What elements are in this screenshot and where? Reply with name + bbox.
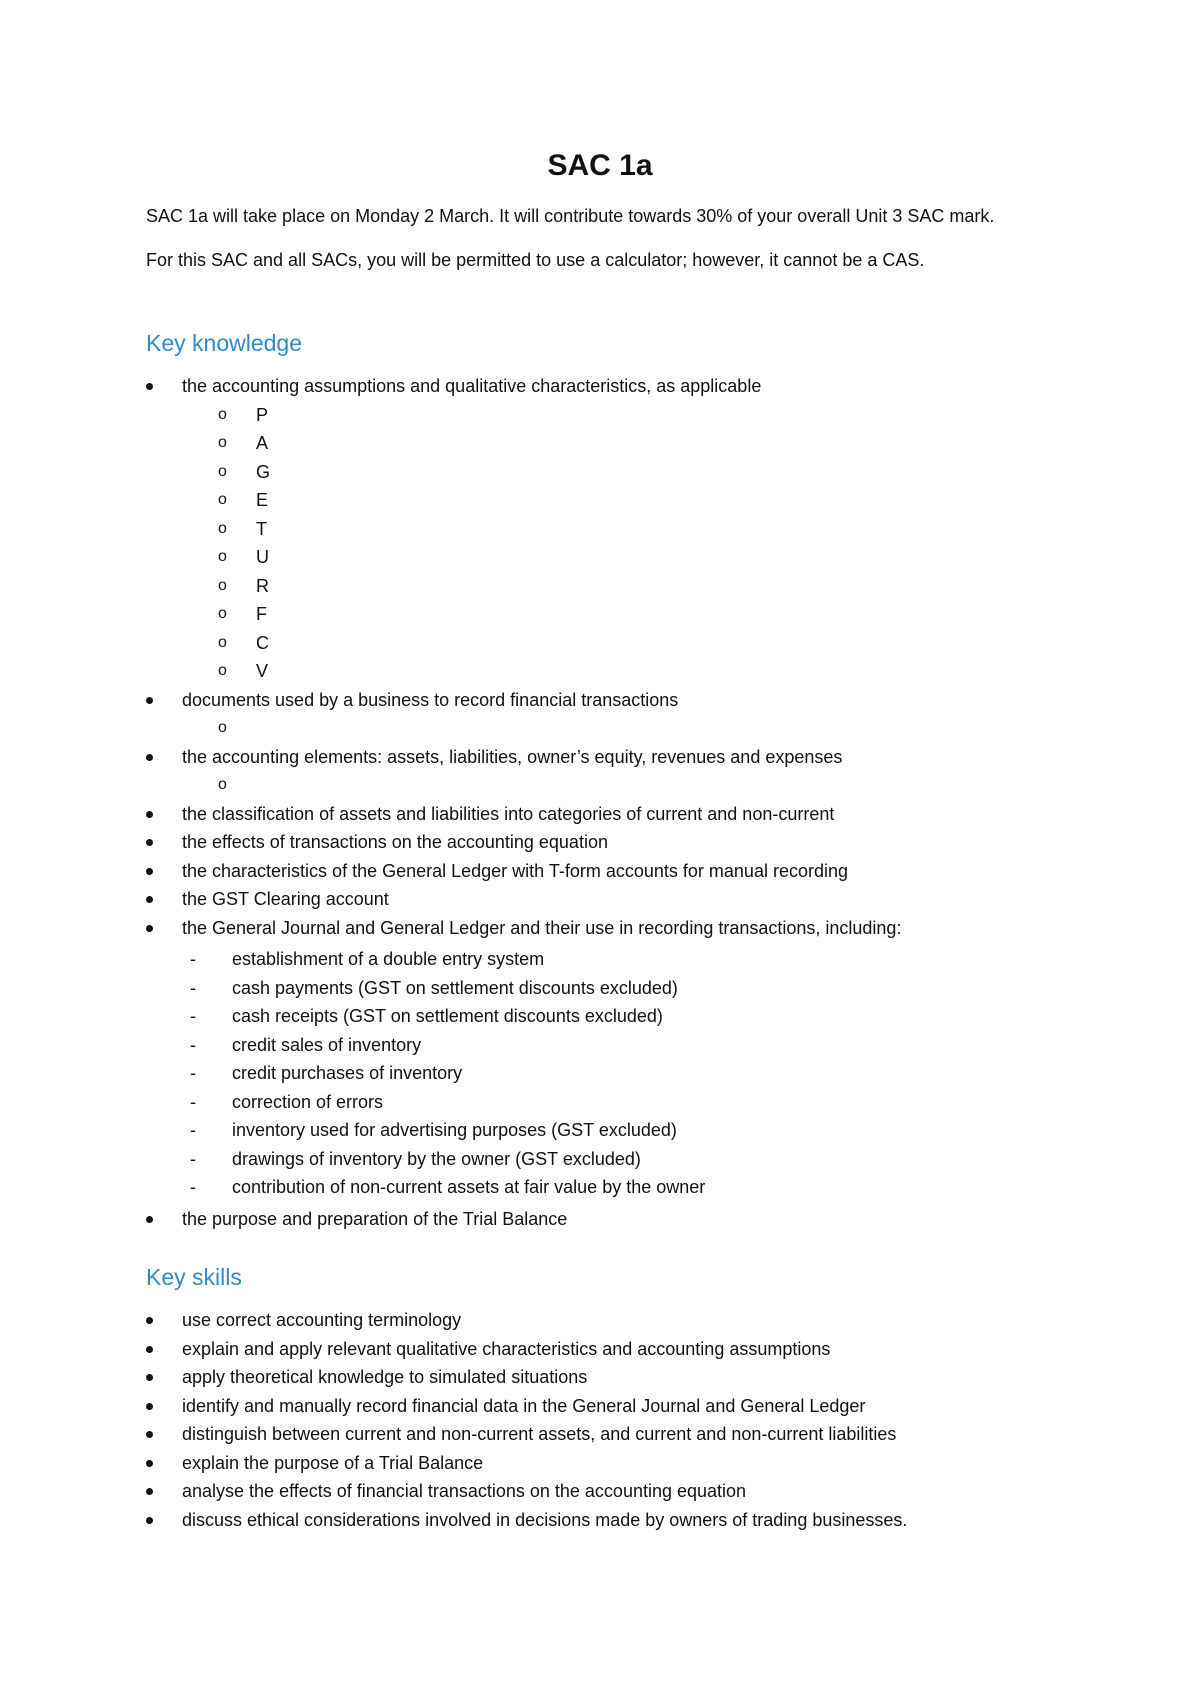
list-item-text: the effects of transactions on the accounting equation	[182, 832, 608, 852]
list-item: use correct accounting terminology	[0, 1306, 1200, 1335]
sub-list-item: o A	[182, 429, 1200, 458]
list-item-text: the General Journal and General Ledger and their use in recording transactions, including:	[182, 917, 902, 938]
list-item: identify and manually record financial data in the General Journal and General Ledger	[0, 1392, 1200, 1421]
sub-list-item: o T	[182, 515, 1200, 544]
dash-list-item: - cash payments (GST on settlement discounts excluded)	[182, 974, 1200, 1003]
sub-list-item: o F	[182, 600, 1200, 629]
list-item: apply theoretical knowledge to simulated situations	[0, 1363, 1200, 1392]
intro-paragraph: For this SAC and all SACs, you will be permitted to use a calculator; however, it cannot be a CAS.	[146, 250, 925, 270]
list-item	[0, 828, 1200, 857]
page-title: SAC 1a	[547, 149, 653, 182]
sub-list-item: o R	[182, 572, 1200, 601]
sub-list	[182, 714, 1200, 743]
dash-list	[182, 942, 1200, 1205]
list-item-text: the purpose and preparation of the Trial Balance	[182, 1208, 568, 1229]
intro-paragraph: SAC 1a will take place on Monday 2 March. It will contribute towards 30% of your overall Unit 3 SAC mark.	[146, 206, 995, 226]
list-item	[0, 914, 1200, 1205]
list-item: discuss ethical considerations involved in decisions made by owners of trading businesses.	[0, 1506, 1200, 1535]
list-item	[0, 372, 1200, 686]
list-item: explain and apply relevant qualitative characteristics and accounting assumptions	[0, 1335, 1200, 1364]
sub-list-item: o E	[182, 486, 1200, 515]
list-item: analyse the effects of financial transactions on the accounting equation	[0, 1477, 1200, 1506]
dash-list-item: - credit purchases of inventory	[182, 1059, 1200, 1088]
sub-list-item	[182, 714, 1200, 743]
sub-list	[182, 401, 1200, 686]
key-skills-heading: Key skills	[146, 1264, 242, 1290]
list-item	[0, 885, 1200, 914]
list-item-text: documents used by a business to record financial transactions	[182, 689, 679, 710]
dash-list-item: - inventory used for advertising purposes (GST excluded)	[182, 1116, 1200, 1145]
sub-list-item: o V	[182, 657, 1200, 686]
sub-list-item	[182, 771, 1200, 800]
key-knowledge-heading: Key knowledge	[146, 330, 302, 356]
list-item: distinguish between current and non-current assets, and current and non-current liabilities	[0, 1420, 1200, 1449]
list-item	[0, 857, 1200, 886]
list-item-text: the accounting assumptions and qualitative characteristics, as applicable	[182, 376, 762, 396]
intro-text	[146, 203, 1066, 274]
dash-list-item: - cash receipts (GST on settlement discounts excluded)	[182, 1002, 1200, 1031]
list-item-text: the classification of assets and liabilities into categories of current and non-current	[182, 803, 835, 824]
list-item	[0, 743, 1200, 800]
list-item	[0, 800, 1200, 829]
sub-list	[182, 771, 1200, 800]
list-item	[0, 1205, 1200, 1234]
key-skills-list	[0, 1306, 1200, 1534]
sub-list-item: o C	[182, 629, 1200, 658]
sub-list-item: o U	[182, 543, 1200, 572]
list-item-text: the characteristics of the General Ledger with T-form accounts for manual recording	[182, 860, 848, 881]
list-item-text: the accounting elements: assets, liabilities, owner’s equity, revenues and expenses	[182, 746, 843, 767]
list-item-text: the GST Clearing account	[182, 889, 389, 909]
dash-list-item: - drawings of inventory by the owner (GST excluded)	[182, 1145, 1200, 1174]
list-item: explain the purpose of a Trial Balance	[0, 1449, 1200, 1478]
list-item	[0, 686, 1200, 743]
dash-list-item: - correction of errors	[182, 1088, 1200, 1117]
sub-list-item: o G	[182, 458, 1200, 487]
sub-list-item: o P	[182, 401, 1200, 430]
dash-list-item: - contribution of non-current assets at fair value by the owner	[182, 1173, 1200, 1202]
key-knowledge-list	[0, 372, 1200, 1233]
dash-list-item: - establishment of a double entry system	[182, 945, 1200, 974]
dash-list-item: - credit sales of inventory	[182, 1031, 1200, 1060]
